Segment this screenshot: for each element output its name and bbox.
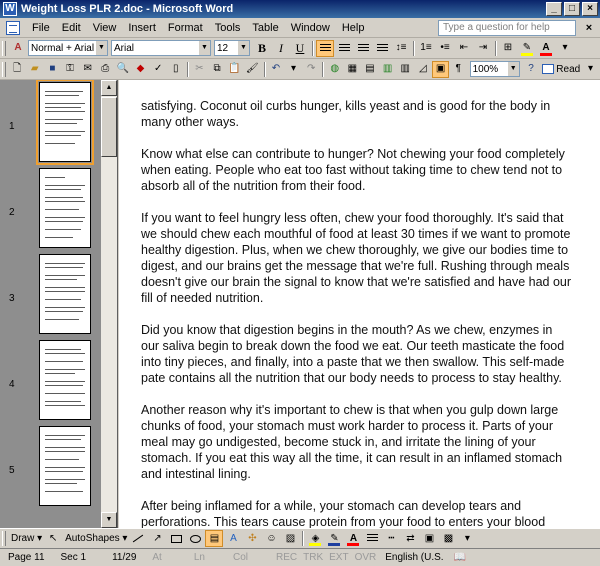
maximize-button[interactable]: □	[564, 2, 580, 16]
menu-help[interactable]: Help	[341, 21, 365, 34]
toolbar-separator	[322, 62, 324, 77]
menu-tools[interactable]: Tools	[214, 21, 241, 34]
arrow-style-icon: ⇄	[406, 532, 415, 544]
thumbnails-pane	[0, 80, 118, 528]
pen-icon: ✎	[330, 532, 339, 544]
arrow-style-button[interactable]	[401, 530, 419, 547]
menu-file[interactable]: File	[32, 21, 50, 34]
chevron-down-icon: ▼	[508, 62, 519, 76]
line-color-button[interactable]	[325, 530, 343, 547]
insert-table-button[interactable]	[362, 61, 379, 78]
status-column: Col	[232, 552, 248, 563]
line-style-button[interactable]	[363, 530, 381, 547]
status-bar	[0, 548, 600, 566]
thumb-line	[45, 229, 81, 230]
research-icon: ◆	[136, 63, 145, 74]
chevron-down-icon: ▼	[96, 41, 107, 55]
scroll-down-icon[interactable]: ▼	[101, 512, 117, 528]
bullets-button[interactable]	[436, 40, 454, 57]
menu-view[interactable]: View	[92, 21, 117, 34]
drawing-toolbar	[0, 528, 600, 548]
highlight-color-swatch	[521, 53, 533, 56]
thumb-line	[45, 459, 79, 460]
thumb-line	[45, 111, 85, 112]
highlighter-icon: ✎	[522, 42, 532, 53]
font-select[interactable]	[111, 40, 211, 56]
font-color-icon: A	[349, 532, 358, 544]
thumb-line	[45, 381, 85, 382]
paragraph[interactable]: Another reason why it's important to chew is that when you gulp down large chunks of food, your stomach must work harder to process it. Parts of your meal may go undigested, become stuck in, and irritate the lining of your stomach. If you eat this way all the time, it can result in an inflamed stomach and intestinal lining.	[141, 403, 563, 481]
thumb-line	[45, 107, 81, 108]
columns-button[interactable]	[397, 61, 414, 78]
justify-icon	[377, 44, 388, 53]
highlight-button[interactable]	[518, 40, 536, 57]
thumb-line	[45, 307, 85, 308]
thumb-line	[45, 185, 85, 186]
print-preview-button[interactable]	[115, 61, 132, 78]
wordart-button[interactable]	[224, 530, 242, 547]
line-icon	[133, 535, 143, 543]
thumbnail-page-number: 1	[9, 121, 15, 132]
chevron-down-icon: ▼	[238, 41, 249, 55]
save-button[interactable]	[44, 61, 61, 78]
toolbar-separator	[413, 41, 415, 56]
new-document-button[interactable]	[9, 61, 26, 78]
decrease-indent-button[interactable]	[455, 40, 473, 57]
scroll-up-icon[interactable]: ▲	[101, 80, 117, 96]
thumb-line	[45, 237, 73, 238]
permission-button[interactable]	[62, 61, 79, 78]
thumb-line	[45, 447, 85, 448]
status-rec[interactable]: REC	[275, 552, 298, 563]
hyperlink-globe-icon: ◍	[330, 63, 340, 74]
menu-format[interactable]: Format	[167, 21, 203, 34]
drawing-button[interactable]	[415, 61, 432, 78]
toolbar-options-button[interactable]	[556, 40, 574, 57]
spelling-status-icon[interactable]: 📖	[453, 552, 467, 563]
zoom-value: 100%	[472, 63, 499, 75]
thumb-line	[45, 209, 79, 210]
font-color-button[interactable]	[537, 40, 555, 57]
select-objects-button[interactable]	[44, 530, 62, 547]
redo-button[interactable]	[303, 61, 320, 78]
window-controls	[546, 2, 598, 16]
menu-edit[interactable]: Edit	[61, 21, 81, 34]
thumb-line	[45, 483, 77, 484]
borders-button[interactable]	[499, 40, 517, 57]
thumb-line	[45, 95, 79, 96]
copy-button[interactable]	[209, 61, 226, 78]
thumb-line	[45, 299, 81, 300]
paste-button[interactable]	[226, 61, 243, 78]
print-preview-icon: 🔍	[116, 63, 130, 74]
font-size-value: 12	[217, 42, 229, 54]
document-body[interactable]	[141, 98, 573, 528]
thumb-line	[45, 361, 83, 362]
thumbnails-scrollbar[interactable]	[101, 80, 117, 528]
paint-bucket-icon: ◈	[311, 532, 320, 544]
line-tool-button[interactable]	[129, 530, 147, 547]
standard-toolbar	[0, 59, 600, 80]
diagram-icon: ✣	[248, 532, 257, 544]
tables-borders-button[interactable]	[344, 61, 361, 78]
font-color-swatch	[347, 543, 359, 546]
cut-button[interactable]	[191, 61, 208, 78]
menu-window[interactable]: Window	[290, 21, 330, 34]
pilcrow-icon: ¶	[455, 63, 461, 74]
clipart-button[interactable]	[262, 530, 280, 547]
document-icon[interactable]	[6, 21, 20, 35]
research-book-button[interactable]	[167, 61, 184, 78]
reading-layout-icon	[542, 64, 554, 74]
thumb-line	[45, 479, 85, 480]
style-select[interactable]	[28, 40, 108, 56]
wordart-icon: A	[230, 532, 237, 544]
permission-icon: ⚿	[66, 63, 74, 74]
window-title: Weight Loss PLR 2.doc - Microsoft Word	[21, 3, 234, 15]
paragraph[interactable]: satisfying. Coconut oil curbs hunger, kills yeast and is good for the body in many other ways.	[141, 99, 551, 129]
pointer-icon: ↖	[48, 532, 58, 544]
research-button[interactable]	[132, 61, 149, 78]
thumbnail-page[interactable]	[39, 82, 91, 162]
menu-insert[interactable]: Insert	[128, 21, 156, 34]
thumb-line	[45, 103, 85, 104]
numbered-list-icon: 1≡	[420, 42, 432, 53]
thumb-line	[45, 275, 85, 276]
undo-button[interactable]	[268, 61, 285, 78]
thumb-line	[45, 123, 77, 124]
insert-excel-button[interactable]	[379, 61, 396, 78]
increase-indent-button[interactable]	[474, 40, 492, 57]
font-color-letter: A	[542, 42, 550, 53]
paintbrush-icon: 🖌	[245, 63, 259, 74]
fill-color-swatch	[309, 543, 321, 546]
font-value: Arial	[114, 42, 135, 54]
close-button[interactable]: ×	[582, 2, 598, 16]
toolbar-grip[interactable]	[2, 62, 6, 77]
status-ext[interactable]: EXT	[329, 552, 349, 563]
thumbnail-page-number: 4	[9, 379, 15, 390]
dash-style-icon: ┅	[388, 532, 395, 544]
thumb-line	[45, 369, 85, 370]
thumbnail-page[interactable]	[39, 254, 91, 334]
spelling-check-icon: ✓	[153, 63, 163, 74]
open-button[interactable]	[26, 61, 43, 78]
font-color-swatch	[540, 53, 552, 56]
thumb-line	[45, 189, 81, 190]
formatting-toolbar	[0, 38, 600, 59]
thumb-line	[45, 217, 85, 218]
paragraph[interactable]: Did you know that digestion begins in the mouth? As we chew, enzymes in our saliva begin to break down the food we eat. Our teeth masticate the food into tiny pieces, and finally, into a paste that we then swallow. This self-made pate contains all the nutrition that our body needs to process to stay healthy.	[141, 323, 565, 385]
thumb-line	[45, 401, 81, 402]
picture-icon: ▨	[285, 532, 296, 544]
new-document-icon: 🗋	[13, 63, 22, 74]
line-style-icon	[367, 534, 378, 543]
title-bar	[0, 0, 600, 18]
document-map-icon: ▣	[435, 63, 446, 74]
thumb-line	[45, 221, 83, 222]
document-area[interactable]	[119, 80, 600, 528]
thumb-line	[45, 439, 81, 440]
increase-indent-icon: ⇥	[478, 42, 488, 53]
chevron-down-icon: ▾	[291, 63, 297, 74]
email-button[interactable]	[79, 61, 96, 78]
bullet-list-icon: •≡	[440, 42, 450, 53]
status-line: Ln	[193, 552, 205, 563]
status-section: Sec 1	[60, 552, 87, 563]
styles-pane-icon[interactable]: A	[14, 42, 22, 53]
toolbar-grip[interactable]	[2, 531, 6, 546]
thumb-line	[45, 291, 85, 292]
thumb-line	[45, 119, 83, 120]
insert-hyperlink-button[interactable]	[326, 61, 343, 78]
help-button[interactable]	[523, 61, 540, 78]
italic-button[interactable]: I	[279, 40, 283, 55]
toolbar-separator	[312, 41, 314, 56]
thumb-line	[45, 491, 83, 492]
word-app-icon[interactable]: W	[3, 2, 17, 16]
thumb-line	[45, 143, 75, 144]
read-button[interactable]	[540, 64, 582, 75]
shadow-style-button[interactable]	[420, 530, 438, 547]
thumb-line	[45, 201, 85, 202]
arrow-icon: ↗	[153, 532, 162, 544]
thumbnail-page[interactable]	[39, 426, 91, 506]
undo-dropdown[interactable]	[285, 61, 302, 78]
status-trk[interactable]: TRK	[303, 552, 324, 563]
thumb-line	[45, 393, 85, 394]
paragraph[interactable]: Know what else can contribute to hunger? Not chewing your food completely when eating. People who eat too fast without taking time to chew tend not to absorb all of the nutrition from their food.	[141, 147, 565, 193]
zoom-select[interactable]	[470, 61, 520, 77]
3d-style-button[interactable]	[439, 530, 457, 547]
underline-button[interactable]: U	[295, 40, 305, 55]
3d-cube-icon: ▩	[443, 532, 454, 544]
shadow-icon: ▣	[424, 532, 435, 544]
thumbnail-page[interactable]	[39, 168, 91, 248]
status-ovr[interactable]: OVR	[354, 552, 377, 563]
toolbar-separator	[187, 62, 189, 77]
textbox-tool-button[interactable]	[205, 530, 223, 547]
dash-style-button[interactable]	[382, 530, 400, 547]
document-map-button[interactable]	[432, 61, 449, 78]
line-spacing-button[interactable]	[392, 40, 410, 57]
fill-color-button[interactable]	[306, 530, 324, 547]
style-value: Normal + Arial	[31, 42, 95, 54]
thumb-line	[45, 385, 83, 386]
border-icon: ⊞	[503, 42, 513, 53]
thumb-line	[45, 279, 77, 280]
oval-icon	[190, 535, 201, 543]
thumb-line	[45, 405, 85, 406]
minimize-button[interactable]: _	[546, 2, 562, 16]
arrow-tool-button[interactable]	[148, 530, 166, 547]
align-right-icon	[358, 44, 369, 53]
thumbnail-page[interactable]	[39, 340, 91, 420]
numbering-button[interactable]	[417, 40, 435, 57]
thumb-line	[45, 471, 83, 472]
thumb-line	[45, 373, 75, 374]
status-at: At	[152, 552, 162, 563]
columns-icon: ▥	[400, 63, 410, 74]
draw-menu-button[interactable]: Draw ▾	[11, 533, 43, 544]
thumb-line	[45, 267, 83, 268]
thumb-line	[45, 311, 83, 312]
justify-button[interactable]	[373, 40, 391, 57]
thumb-line	[45, 287, 85, 288]
help-icon: ?	[528, 63, 534, 74]
rectangle-icon	[171, 535, 182, 543]
table-icon: ▤	[365, 63, 375, 74]
copy-icon: ⧉	[213, 63, 221, 74]
folder-icon: ▰	[30, 63, 39, 74]
read-label: Read	[556, 63, 581, 75]
redo-icon: ↷	[306, 63, 316, 74]
align-center-button[interactable]	[335, 40, 353, 57]
menu-bar	[0, 18, 600, 38]
chevron-down-icon: ▾	[588, 63, 594, 74]
undo-icon: ↶	[271, 63, 281, 74]
status-page-count: 11/29	[112, 552, 137, 563]
textbox-icon: ▤	[209, 532, 220, 544]
thumb-line	[45, 353, 85, 354]
toolbar-separator	[302, 531, 304, 546]
chevron-down-icon: ▾	[562, 42, 568, 53]
status-language: English (U.S.	[385, 552, 444, 563]
help-search-input[interactable]: Type a question for help	[438, 20, 576, 36]
thumb-line	[45, 91, 83, 92]
align-right-button[interactable]	[354, 40, 372, 57]
thumb-line	[45, 319, 79, 320]
thumbnail-page-number: 3	[9, 293, 15, 304]
align-center-icon	[339, 44, 350, 53]
thumbnail-page-number: 5	[9, 465, 15, 476]
floppy-disk-icon: ■	[49, 63, 56, 74]
thumb-line	[45, 435, 85, 436]
picture-button[interactable]	[281, 530, 299, 547]
print-button[interactable]	[97, 61, 114, 78]
drawing-icon: ◿	[419, 63, 427, 74]
font-size-select[interactable]	[214, 40, 250, 56]
chevron-down-icon: ▾	[464, 532, 470, 544]
paragraph[interactable]: After being inflamed for a while, your stomach can develop tears and perforations. This tears cause protein from your food to enters your blood	[141, 499, 546, 528]
thumb-line	[45, 349, 81, 350]
close-document-button[interactable]: ×	[585, 21, 593, 34]
menu-table[interactable]: Table	[252, 21, 279, 34]
clipboard-icon: 📋	[228, 63, 241, 74]
spelling-button[interactable]	[150, 61, 167, 78]
align-left-button[interactable]	[316, 40, 334, 57]
excel-sheet-icon: ▥	[382, 63, 393, 74]
thumb-line	[45, 131, 85, 132]
thumb-line	[45, 263, 85, 264]
toolbar-options-button[interactable]	[458, 530, 476, 547]
drawing-font-color-button[interactable]	[344, 530, 362, 547]
format-painter-button[interactable]	[244, 61, 261, 78]
oval-tool-button[interactable]	[186, 530, 204, 547]
autoshapes-button[interactable]: AutoShapes ▾	[65, 533, 128, 544]
status-page: Page 11	[8, 552, 45, 563]
line-color-swatch	[328, 543, 340, 546]
paragraph[interactable]: If you want to feel hungry less often, chew your food thoroughly. It's said that we should chew each mouthful of food at least 30 times if we want to promote healthy digestion. Plus, when we chew thoroughly, we give our bodies time to digest, and our brains get the message that we're full. Rushing through meals doesn't give our brain the signal to know that we're satisfied and have had our fill of needed nutrition.	[141, 211, 572, 305]
printer-icon: ⎙	[101, 63, 110, 74]
toolbar-options-button[interactable]	[582, 61, 599, 78]
book-icon: ▯	[173, 63, 179, 74]
line-spacing-icon: ↕≡	[395, 42, 407, 53]
bold-button[interactable]: B	[257, 40, 266, 55]
thumb-line	[45, 135, 81, 136]
email-icon: ✉	[83, 63, 92, 74]
thumb-line	[45, 177, 65, 178]
toolbar-separator	[495, 41, 497, 56]
thumb-line	[45, 451, 85, 452]
diagram-button[interactable]	[243, 530, 261, 547]
toolbar-separator	[264, 62, 266, 77]
thumb-line	[45, 197, 83, 198]
scrollbar-thumb[interactable]	[101, 97, 117, 157]
align-left-icon	[320, 44, 331, 53]
table-draw-icon: ▦	[347, 63, 358, 74]
clipart-icon: ☺	[266, 532, 277, 544]
thumbnail-page-number: 2	[9, 207, 15, 218]
chevron-down-icon: ▼	[199, 41, 210, 55]
scissors-icon: ✂	[195, 63, 204, 74]
decrease-indent-icon: ⇤	[459, 42, 469, 53]
rectangle-tool-button[interactable]	[167, 530, 185, 547]
toolbar-grip[interactable]	[2, 41, 6, 56]
show-hide-button[interactable]	[450, 61, 467, 78]
thumb-line	[45, 467, 85, 468]
